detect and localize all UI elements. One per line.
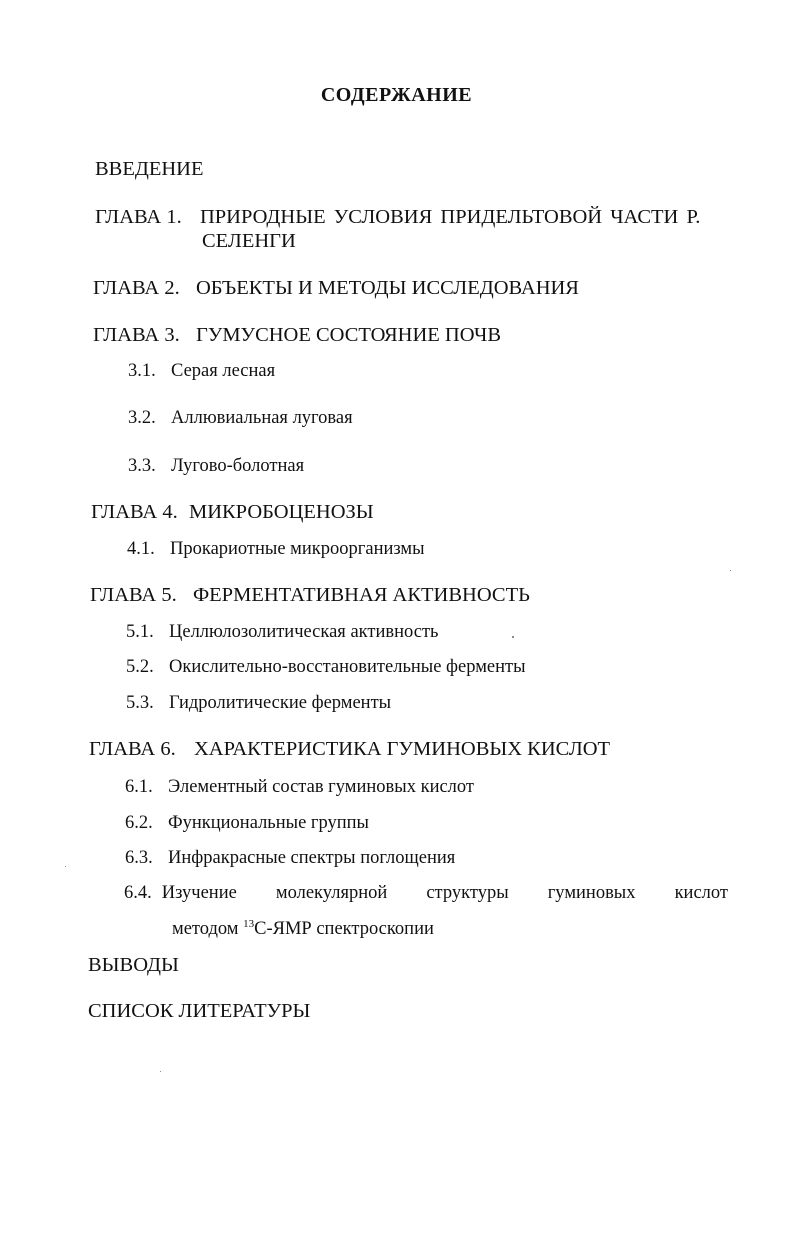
- chapter-title: ГУМУСНОЕ СОСТОЯНИЕ ПОЧВ: [195, 324, 502, 346]
- chapter-title: ОБЪЕКТЫ И МЕТОДЫ ИССЛЕДОВАНИЯ: [195, 277, 579, 299]
- toc-entry-chapter-6: [89, 736, 610, 762]
- toc-entry-chapter-5: [90, 582, 530, 608]
- isotope-superscript: 13: [243, 918, 255, 930]
- section-number: 4.1.: [127, 539, 155, 559]
- section-number: 6.1.: [125, 777, 153, 797]
- chapter-title-line-1: ПРИРОДНЫЕ УСЛОВИЯ ПРИДЕЛЬТОВОЙ ЧАСТИ Р.: [199, 206, 701, 228]
- toc-entry-conclusions: ВЫВОДЫ: [88, 954, 179, 976]
- section-number: 5.1.: [126, 622, 154, 642]
- chapter-label: ГЛАВА 5.: [90, 584, 177, 606]
- toc-subentry-3-2: [128, 405, 353, 431]
- toc-subentry-3-1: [128, 358, 275, 384]
- toc-entry-chapter-3: [93, 322, 501, 348]
- toc-subentry-6-2: [125, 810, 369, 836]
- section-number: 6.3.: [125, 848, 153, 868]
- toc-entry-chapter-4: [91, 499, 374, 525]
- scan-speck: [730, 570, 731, 571]
- section-title: Лугово-болотная: [171, 456, 305, 476]
- section-number: 6.2.: [125, 813, 153, 833]
- section-title: Серая лесная: [171, 361, 276, 381]
- section-title: Прокариотные микроорганизмы: [170, 539, 425, 559]
- chapter-title: МИКРОБОЦЕНОЗЫ: [188, 501, 374, 523]
- page-title: СОДЕРЖАНИЕ: [320, 84, 473, 106]
- section-title: Инфракрасные спектры поглощения: [168, 848, 456, 868]
- section-number: 3.1.: [128, 361, 156, 381]
- section-title: Функциональные группы: [168, 813, 369, 833]
- toc-entry-chapter-2: [93, 275, 579, 301]
- toc-entry-introduction: ВВЕДЕНИЕ: [95, 158, 204, 180]
- section-title: Элементный состав гуминовых кислот: [168, 777, 474, 797]
- section-title-line-1: Изучение молекулярной структуры гуминовых кислот: [161, 883, 728, 903]
- toc-subentry-5-1: [126, 619, 438, 645]
- chapter-label: ГЛАВА 3.: [93, 324, 180, 346]
- chapter-1-title-line-2: СЕЛЕНГИ: [202, 230, 296, 252]
- section-title-line-2-suffix: С-ЯМР спектроскопии: [254, 919, 434, 939]
- section-title: Аллювиальная луговая: [171, 408, 353, 428]
- toc-subentry-6-1: [125, 774, 474, 800]
- chapter-label: ГЛАВА 1.: [95, 206, 182, 228]
- section-title: Окислительно-восстановительные ферменты: [169, 657, 526, 677]
- toc-entry-references: СПИСОК ЛИТЕРАТУРЫ: [88, 1000, 311, 1022]
- chapter-title: ФЕРМЕНТАТИВНАЯ АКТИВНОСТЬ: [192, 584, 530, 606]
- chapter-label: ГЛАВА 2.: [93, 277, 180, 299]
- chapter-label: ГЛАВА 6.: [89, 738, 176, 760]
- section-title: Целлюлозолитическая активность: [169, 622, 439, 642]
- toc-subentry-5-2: [126, 654, 526, 680]
- section-number: 3.3.: [128, 456, 156, 476]
- toc-subentry-6-4-line-2: [172, 916, 434, 942]
- section-title: Гидролитические ферменты: [169, 693, 392, 713]
- toc-subentry-3-3: [128, 453, 304, 479]
- toc-entry-chapter-1: [95, 204, 700, 230]
- section-number: 6.4.: [124, 883, 152, 903]
- scan-speck: [65, 866, 66, 867]
- toc-subentry-5-3: [126, 690, 391, 716]
- chapter-label: ГЛАВА 4.: [91, 501, 178, 523]
- toc-subentry-6-4: [124, 880, 728, 906]
- scan-speck: [512, 636, 514, 638]
- toc-subentry-4-1: [127, 536, 425, 562]
- section-title-line-2-prefix: методом: [172, 919, 244, 939]
- section-number: 3.2.: [128, 408, 156, 428]
- toc-subentry-6-3: [125, 845, 455, 871]
- chapter-title: ХАРАКТЕРИСТИКА ГУМИНОВЫХ КИСЛОТ: [193, 738, 611, 760]
- section-number: 5.3.: [126, 693, 154, 713]
- scan-speck: [160, 1071, 161, 1072]
- section-number: 5.2.: [126, 657, 154, 677]
